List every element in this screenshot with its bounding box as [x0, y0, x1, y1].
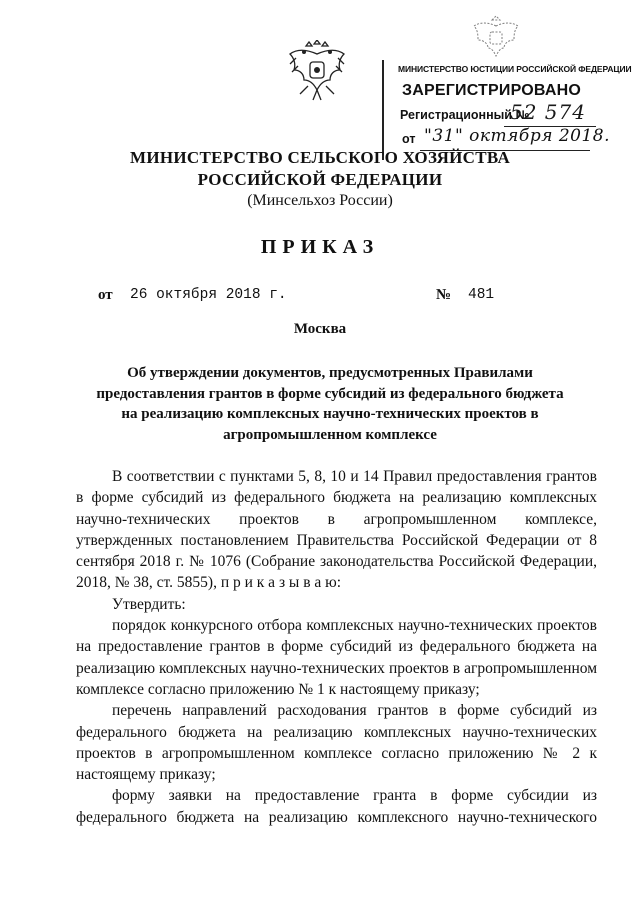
stamp-reg-label: Регистрационный №	[400, 108, 530, 122]
registration-stamp	[382, 60, 632, 160]
stamp-ministry: МИНИСТЕРСТВО ЮСТИЦИИ РОССИЙСКОЙ ФЕДЕРАЦИИ	[398, 64, 632, 74]
stamp-emblem-icon	[470, 14, 522, 64]
order-body	[76, 466, 597, 828]
stamp-date-label: от	[402, 132, 416, 146]
order-number: 481	[468, 287, 495, 303]
coat-of-arms-icon	[286, 40, 348, 106]
order-number-label: №	[436, 287, 452, 303]
order-date: 26 октября 2018 г.	[130, 287, 287, 303]
ministry-title-line2: РОССИЙСКОЙ ФЕДЕРАЦИИ	[197, 170, 443, 189]
city: Москва	[293, 321, 347, 337]
list-item: перечень направлений расходования грантов в форме субсидий из федерального бюджета на реализацию комплексных научно-технических проектов в агропромышленном комплексе согласно приложению № 2 к настоящему приказу;	[76, 702, 597, 784]
approve-paragraph: Утвердить:	[112, 595, 186, 613]
document-type-title: ПРИКАЗ	[260, 236, 380, 258]
order-date-label: от	[98, 287, 113, 303]
order-subject: Об утверждении документов, предусмотренных Правилами предоставления грантов в форме субсидий из федерального бюджета на реализацию комплексных научно-технических проектов в агропромышленном комплексе	[96, 365, 564, 443]
ministry-title: МИНИСТЕРСТВО СЕЛЬСКОГО ХОЗЯЙСТВА	[129, 148, 511, 167]
ministry-short-name: (Минсельхоз России)	[247, 192, 393, 209]
stamp-date-value: "31" октября 2018.	[424, 126, 611, 146]
stamp-status: ЗАРЕГИСТРИРОВАНО	[402, 82, 582, 99]
stamp-reg-number: 52 574	[510, 100, 586, 124]
list-item: порядок конкурсного отбора комплексных научно-технических проектов на предоставление грантов в форме субсидий из федерального бюджета на реализацию комплексных научно-технических проектов в агропромышленном комплексе согласно приложению № 1 к настоящему приказу;	[76, 617, 597, 698]
list-item: форму заявки на предоставление гранта в форме субсидии из федерального бюджета на реализацию комплексного научно-технического	[76, 787, 597, 826]
preamble-paragraph: В соответствии с пунктами 5, 8, 10 и 14 Правил предоставления грантов в форме субсидий из федерального бюджета на реализацию комплексных научно-технических проектов в агропромышленном комплексе, утвержденных постановлением Правительства Российской Федерации от 8 сентября 2018 г. № 1076 (Собрание законодательства Российской Федерации, 2018, № 38, ст. 5855), п р и к а з ы в а ю:	[76, 468, 597, 592]
